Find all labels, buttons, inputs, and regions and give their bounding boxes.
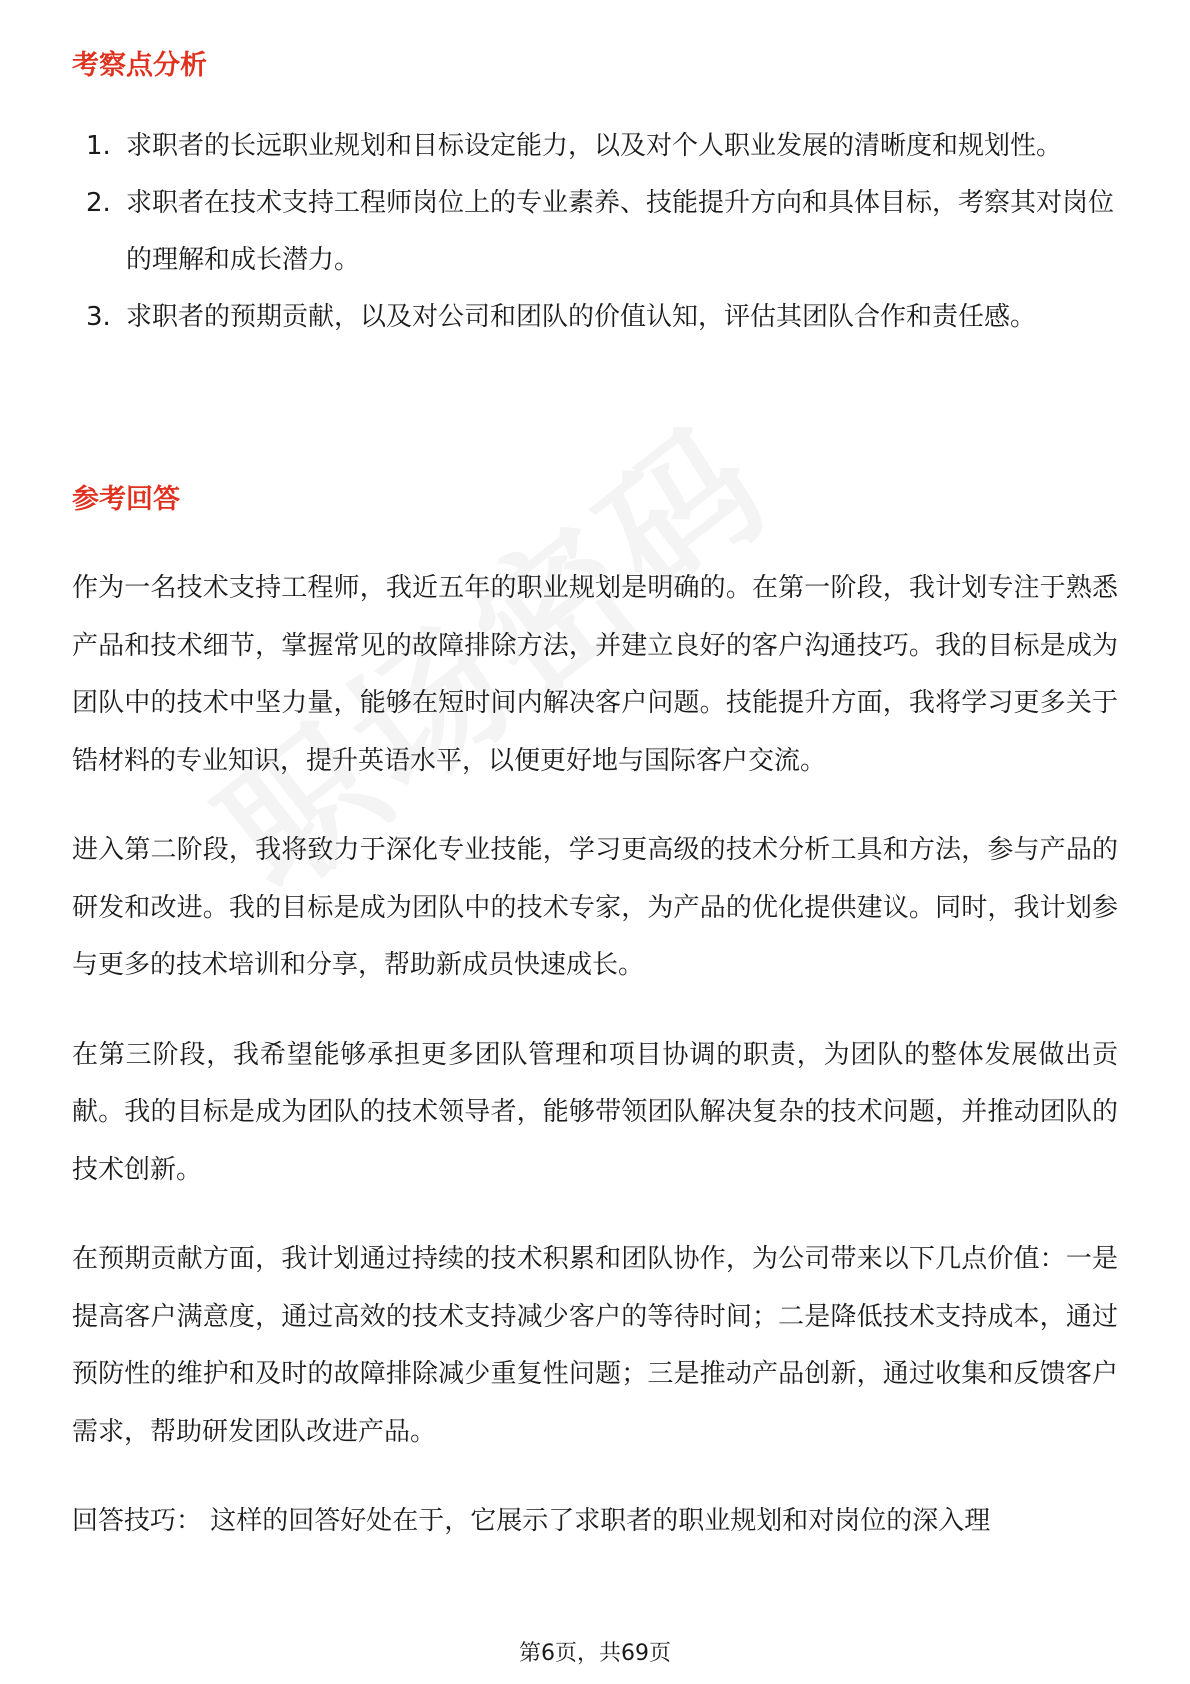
answer-section-title: 参考回答 (72, 484, 180, 515)
page-number: 第6页，共69页 (519, 1641, 671, 1666)
list-item-text: 求职者在技术支持工程师岗位上的专业素养、技能提升方向和具体目标，考察其对岗位的理解和成长潜力。 (126, 188, 1115, 275)
answer-paragraph: 在预期贡献方面，我计划通过持续的技术积累和团队协作，为公司带来以下几点价值：一是提高客户满意度，通过高效的技术支持减少客户的等待时间；二是降低技术支持成本，通过预防性的维护和及时的故障排除减少重复性问题；三是推动产品创新，通过收集和反馈客户需求，帮助研发团队改进产品。 (72, 1244, 1118, 1447)
list-item-number: 2. (86, 188, 111, 218)
answer-paragraph: 进入第二阶段，我将致力于深化专业技能，学习更高级的技术分析工具和方法，参与产品的研发和改进。我的目标是成为团队中的技术专家，为产品的优化提供建议。同时，我计划参与更多的技术培训和分享，帮助新成员快速成长。 (72, 835, 1118, 980)
analysis-section-title: 考察点分析 (72, 50, 207, 81)
list-item-number: 1. (86, 131, 111, 161)
list-item-text: 求职者的预期贡献，以及对公司和团队的价值认知，评估其团队合作和责任感。 (126, 302, 1037, 332)
answer-tip: 回答技巧： 这样的回答好处在于，它展示了求职者的职业规划和对岗位的深入理 (72, 1506, 991, 1536)
answer-paragraph: 作为一名技术支持工程师，我近五年的职业规划是明确的。在第一阶段，我计划专注于熟悉产品和技术细节，掌握常见的故障排除方法，并建立良好的客户沟通技巧。我的目标是成为团队中的技术中坚力量，能够在短时间内解决客户问题。技能提升方面，我将学习更多关于锆材料的专业知识，提升英语水平，以便更好地与国际客户交流。 (72, 573, 1118, 776)
analysis-list (72, 118, 1118, 346)
list-item-number: 3. (86, 302, 111, 332)
list-item (72, 289, 1118, 346)
list-item (72, 118, 1118, 175)
answer-paragraph: 在第三阶段，我希望能够承担更多团队管理和项目协调的职责，为团队的整体发展做出贡献。我的目标是成为团队的技术领导者，能够带领团队解决复杂的技术问题，并推动团队的技术创新。 (72, 1039, 1118, 1185)
list-item (72, 175, 1118, 289)
answer-body (72, 560, 1118, 1583)
list-item-text: 求职者的长远职业规划和目标设定能力，以及对个人职业发展的清晰度和规划性。 (126, 131, 1063, 161)
